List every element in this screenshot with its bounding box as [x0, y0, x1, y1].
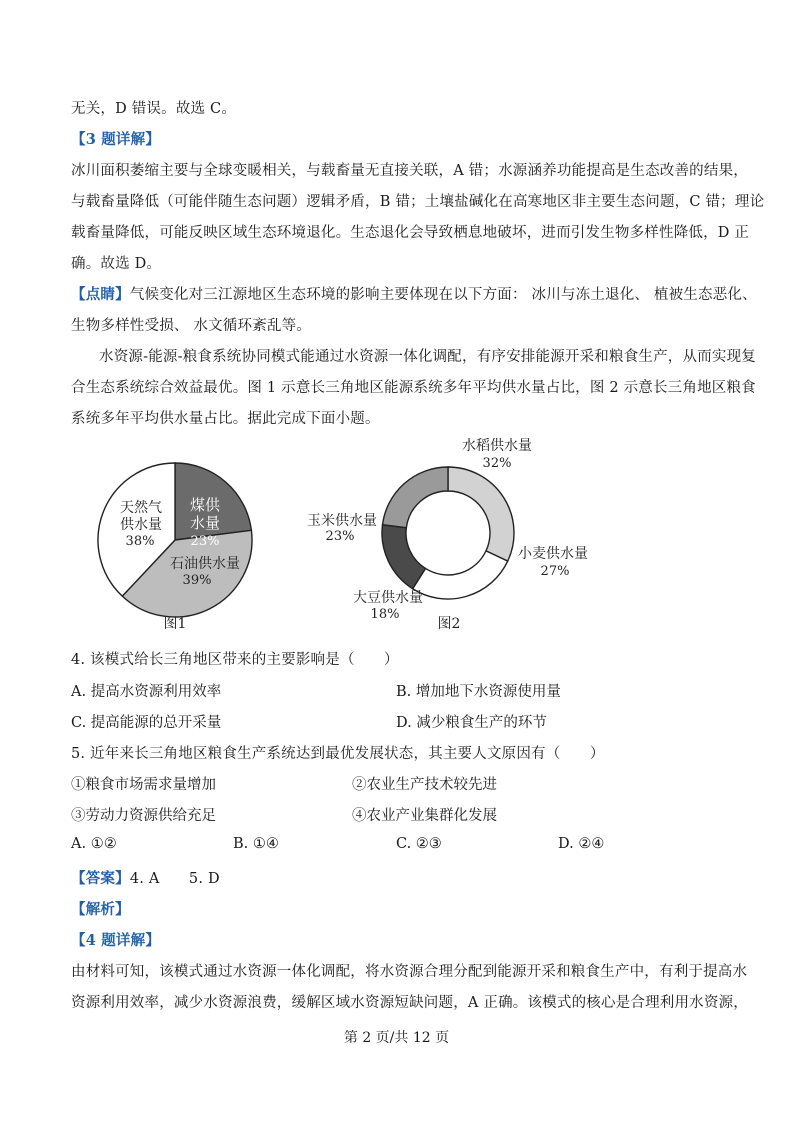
q5-option-a[interactable]: A. ①②	[71, 836, 117, 852]
fig2-rice-pct: 32%	[482, 456, 512, 471]
q5-option-c[interactable]: C. ②③	[396, 836, 442, 852]
fig1-oil-label: 石油供水量	[170, 556, 240, 572]
page-footer: 第 2 页/共 12 页	[343, 1030, 450, 1046]
text-line: 与载畜量降低（可能伴随生态问题）逻辑矛盾，B 错；土壤盐碱化在高寒地区非主要生态问题，C 错；理论	[71, 194, 765, 210]
material-line: 系统多年平均供水量占比。据此完成下面小题。	[71, 411, 380, 427]
material-line: 水资源-能源-粮食系统协同模式能通过水资源一体化调配，有序安排能源开采和粮食生产，从而实现复	[99, 349, 756, 365]
text-line: 载畜量降低，可能反映区域生态环境退化。生态退化会导致栖息地破坏，进而引发生物多样性降低，D 正	[71, 225, 750, 241]
figure-area	[0, 432, 793, 642]
fig2-corn-pct: 23%	[325, 529, 355, 544]
q5-statement-3: ③劳动力资源供给充足	[71, 808, 216, 824]
fig2-labels	[307, 437, 588, 632]
fig1-coal-pct: 23%	[190, 534, 220, 549]
fig1-gas-label: 供水量	[120, 517, 162, 533]
pie-chart-fig1	[98, 463, 252, 617]
analysis-heading: 【解析】	[71, 901, 130, 918]
q4-option-a[interactable]: A. 提高水资源利用效率	[71, 684, 222, 700]
fig2-wheat-pct: 27%	[540, 564, 570, 579]
question-5-stem: 5. 近年来长三角地区粮食生产系统达到最优发展状态，其主要人文原因有（ ）	[71, 746, 605, 762]
q5-option-b[interactable]: B. ①④	[233, 836, 279, 852]
slice-3	[383, 467, 448, 528]
q4-option-b[interactable]: B. 增加地下水资源使用量	[396, 684, 561, 700]
dianjing-text: 气候变化对三江源地区生态环境的影响主要体现在以下方面： 冰川与冻土退化、 植被生态恶化、	[129, 287, 757, 303]
fig2-soy-label: 大豆供水量	[353, 590, 423, 606]
q5-statement-2: ②农业生产技术较先进	[352, 777, 497, 793]
fig2-wheat-label: 小麦供水量	[518, 546, 588, 562]
fig2-corn-label: 玉米供水量	[307, 513, 377, 529]
fig1-oil-pct: 39%	[182, 573, 212, 588]
fig1-caption: 图1	[163, 616, 187, 632]
fig1-gas-pct: 38%	[125, 534, 155, 549]
fig2-rice-label: 水稻供水量	[462, 438, 532, 454]
fig1-gas-label: 天然气	[120, 500, 162, 516]
section-heading: 【4 题详解】	[71, 932, 161, 949]
answer-tag: 【答案】	[71, 870, 130, 887]
question-4-stem: 4. 该模式给长三角地区带来的主要影响是（ ）	[71, 652, 399, 668]
text-line: 资源利用效率，减少水资源浪费，缓解区域水资源短缺问题，A 正确。该模式的核心是合理利用水资源，	[71, 995, 748, 1011]
q4-option-c[interactable]: C. 提高能源的总开采量	[71, 715, 222, 731]
fig2-caption: 图2	[437, 616, 461, 632]
text-line: 确。故选 D。	[71, 256, 162, 272]
donut-chart-fig2	[382, 467, 514, 599]
text-line: 生物多样性受损、 水文循环紊乱等。	[71, 318, 312, 334]
q5-statement-1: ①粮食市场需求量增加	[71, 777, 216, 793]
slice-2	[382, 525, 425, 589]
text-line: 无关，D 错误。故选 C。	[71, 101, 237, 117]
q5-statement-4: ④农业产业集群化发展	[352, 808, 497, 824]
text-line: 由材料可知，该模式通过水资源一体化调配，将水资源合理分配到能源开采和粮食生产中，有利于提高水	[71, 964, 748, 980]
answer-line	[71, 867, 220, 888]
slice-1	[413, 551, 508, 599]
fig2-soy-pct: 18%	[370, 607, 400, 622]
slice-0	[448, 467, 514, 561]
fig1-coal-label: 水量	[189, 514, 221, 532]
fig1-coal-label: 煤供	[189, 496, 221, 514]
q5-option-d[interactable]: D. ②④	[558, 836, 605, 852]
text-line: 冰川面积萎缩主要与全球变暖相关，与载畜量无直接关联，A 错；水源涵养功能提高是生态改善的结果，	[71, 163, 748, 179]
answer-text: 4. A 5. D	[129, 871, 220, 887]
dianjing-line	[71, 283, 757, 304]
q4-option-d[interactable]: D. 减少粮食生产的环节	[396, 715, 547, 731]
section-heading: 【3 题详解】	[71, 131, 161, 148]
material-line: 合生态系统综合效益最优。图 1 示意长三角地区能源系统多年平均供水量占比，图 2 示意长三角地区粮食	[71, 380, 756, 396]
dianjing-tag: 【点睛】	[71, 286, 130, 303]
